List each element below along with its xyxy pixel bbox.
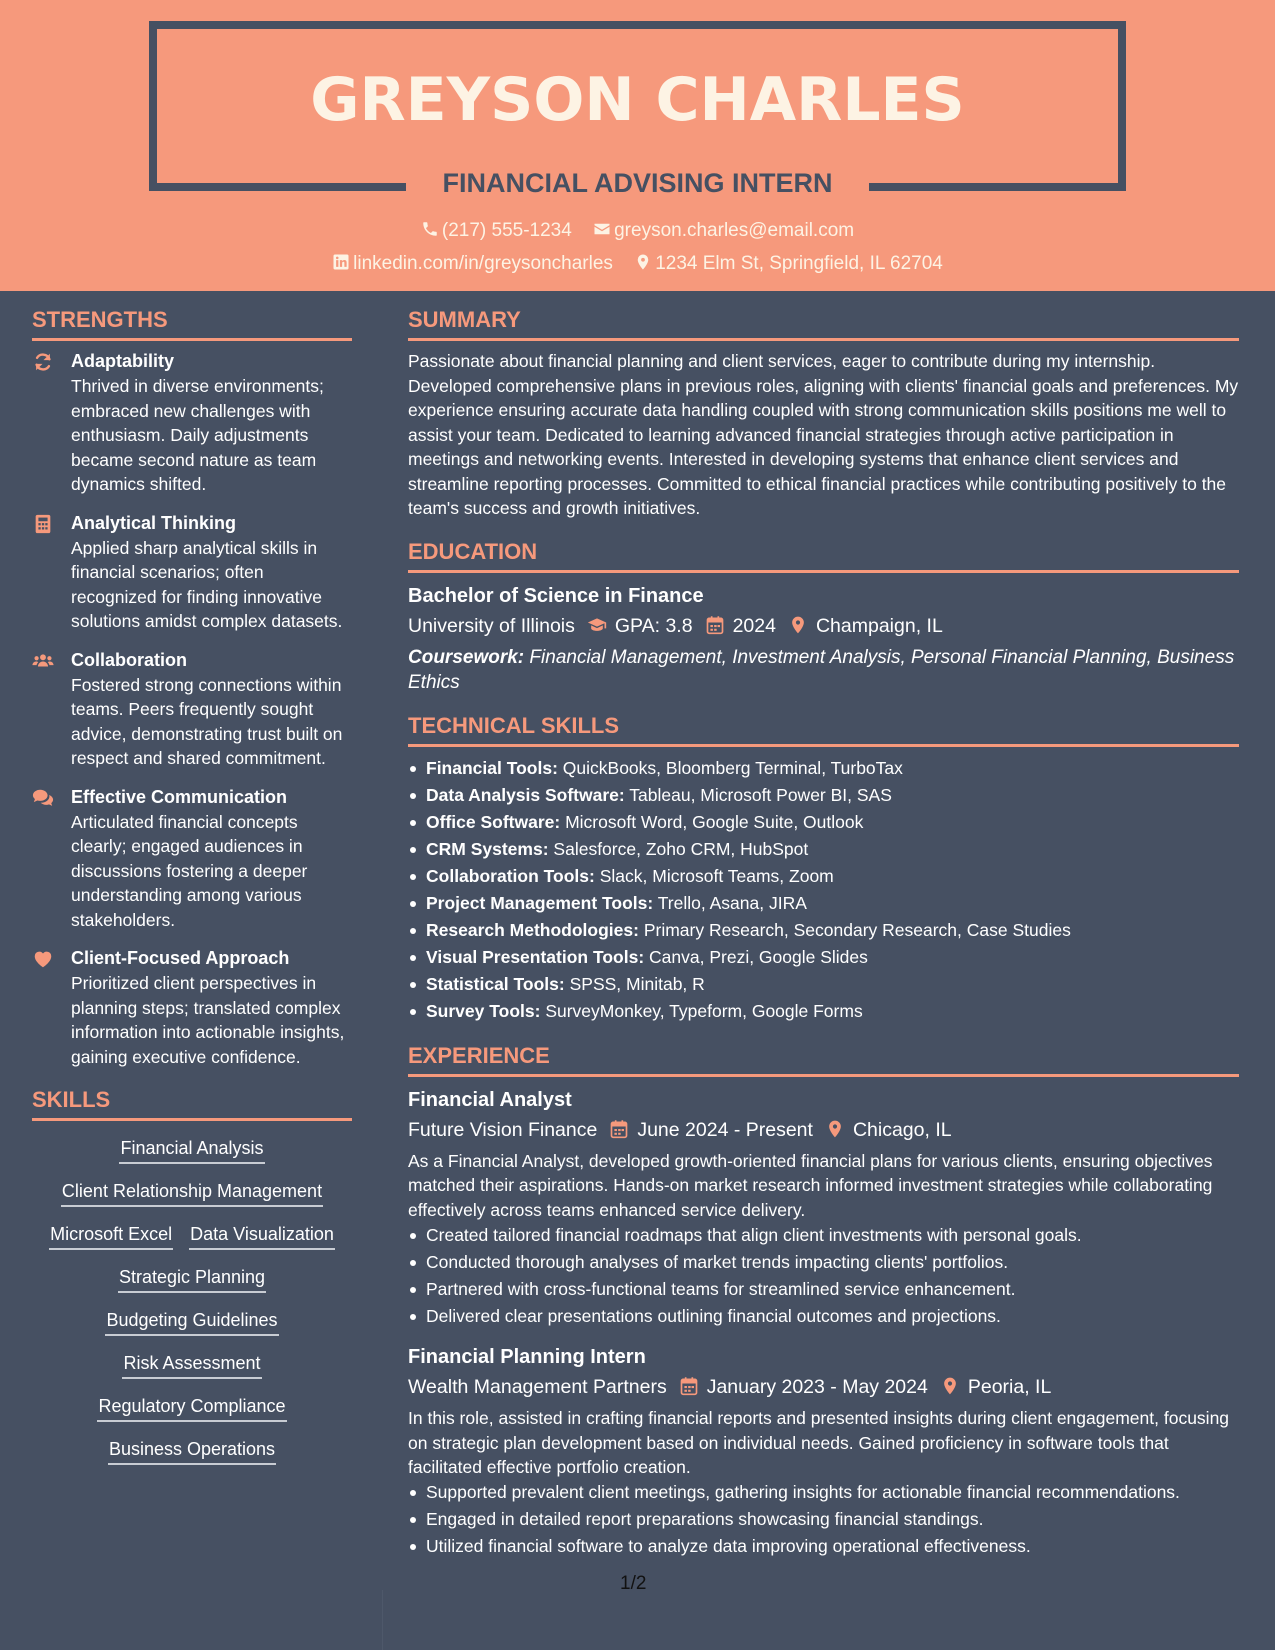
job-title: Financial Analyst xyxy=(408,1088,572,1111)
company-name: Future Vision Finance xyxy=(408,1118,598,1141)
skills-heading: SKILLS xyxy=(32,1083,352,1121)
skill-values: Salesforce, Zoho CRM, HubSpot xyxy=(553,838,809,859)
summary-section xyxy=(408,303,1239,521)
strength-item xyxy=(32,349,352,497)
address-contact xyxy=(634,253,943,275)
skill-values: Trello, Asana, JIRA xyxy=(657,892,807,913)
skill-category: Project Management Tools: xyxy=(426,892,654,913)
skill-category: CRM Systems: xyxy=(426,838,549,859)
gpa-text: GPA: 3.8 xyxy=(614,614,693,637)
skill-values: SPSS, Minitab, R xyxy=(569,973,705,994)
job-dates: January 2023 - May 2024 xyxy=(706,1376,928,1398)
page-number: 1/2 xyxy=(620,1573,647,1594)
skill-category: Survey Tools: xyxy=(426,1000,541,1021)
sync-icon xyxy=(32,351,54,373)
contact-row-2 xyxy=(0,253,1275,275)
list-item xyxy=(408,836,1239,863)
job-entry xyxy=(408,1342,1239,1558)
summary-heading: SUMMARY xyxy=(408,303,1239,341)
strength-title: Collaboration xyxy=(71,649,187,670)
map-pin-icon xyxy=(940,1375,960,1395)
list-item: Delivered clear presentations outlining financial outcomes and projections. xyxy=(408,1303,1239,1330)
calendar-icon xyxy=(705,614,725,634)
phone-text: (217) 555-1234 xyxy=(441,220,572,241)
list-item: Engaged in detailed report preparations showcasing financial standings. xyxy=(408,1507,1239,1532)
skill-tag: Regulatory Compliance xyxy=(97,1393,286,1422)
strength-desc: Articulated financial concepts clearly; engaged audiences in discussions fostering a deeper understanding among various stakeholders. xyxy=(71,811,308,930)
strength-item xyxy=(32,785,352,933)
column-divider xyxy=(382,1590,383,1650)
job-summary: In this role, assisted in crafting financial reports and presented insights during client engagement, focusing on strategic plan development based on individual needs. Gained proficiency in software tools that facilitated effective portfolio creation. xyxy=(408,1408,1230,1477)
technical-skills-heading: TECHNICAL SKILLS xyxy=(408,709,1239,747)
strength-desc: Applied sharp analytical skills in financial scenarios; often recognized for finding innovative solutions amidst complex datasets. xyxy=(71,537,343,631)
education-heading: EDUCATION xyxy=(408,535,1239,573)
skill-tag: Strategic Planning xyxy=(118,1264,266,1293)
job-meta xyxy=(408,1372,1239,1402)
skill-category: Data Analysis Software: xyxy=(426,784,625,805)
email-contact[interactable] xyxy=(593,220,854,242)
skill-values: QuickBooks, Bloomberg Terminal, TurboTax xyxy=(562,757,903,778)
strengths-list xyxy=(32,349,352,1069)
strength-desc: Thrived in diverse environments; embraced new challenges with enthusiasm. Daily adjustments became second nature as team dynamics shifted. xyxy=(71,376,324,494)
calendar-icon xyxy=(679,1375,699,1395)
strength-desc: Prioritized client perspectives in planning steps; translated complex information into actionable insights, gaining executive confidence. xyxy=(71,973,345,1067)
strength-title: Client-Focused Approach xyxy=(71,948,290,968)
skill-category: Statistical Tools: xyxy=(426,973,565,994)
job-bullets xyxy=(408,1222,1239,1330)
coursework xyxy=(408,645,1239,695)
candidate-name: GREYSON CHARLES xyxy=(310,65,965,135)
list-item: Created tailored financial roadmaps that align client investments with personal goals. xyxy=(408,1222,1239,1249)
map-pin-icon xyxy=(788,614,808,634)
strength-title: Analytical Thinking xyxy=(71,512,237,533)
skill-values: SurveyMonkey, Typeform, Google Forms xyxy=(545,1000,863,1021)
skill-category: Visual Presentation Tools: xyxy=(426,946,645,967)
skill-values: Canva, Prezi, Google Slides xyxy=(649,946,868,967)
skill-tag: Budgeting Guidelines xyxy=(105,1307,278,1336)
linkedin-contact[interactable] xyxy=(332,253,613,275)
list-item: Partnered with cross-functional teams for streamlined service enhancement. xyxy=(408,1276,1239,1303)
school-name: University of Illinois xyxy=(408,614,575,637)
phone-icon xyxy=(421,220,442,241)
users-icon xyxy=(32,650,54,672)
job-meta xyxy=(408,1115,1239,1145)
linkedin-icon xyxy=(332,253,353,274)
degree-title: Bachelor of Science in Finance xyxy=(408,584,704,607)
email-text: greyson.charles@email.com xyxy=(614,220,855,241)
list-item xyxy=(408,971,1239,998)
skill-tag: Microsoft Excel xyxy=(49,1221,173,1250)
main-column xyxy=(408,303,1239,1572)
education-location: Champaign, IL xyxy=(815,614,943,637)
map-pin-icon xyxy=(634,253,655,274)
experience-heading: EXPERIENCE xyxy=(408,1039,1239,1077)
calculator-icon xyxy=(32,513,54,535)
strength-item xyxy=(32,648,352,771)
list-item: Utilized financial software to analyze data improving operational effectiveness. xyxy=(408,1534,1239,1559)
skill-category: Financial Tools: xyxy=(426,757,558,778)
education-meta xyxy=(408,611,1239,641)
skill-category: Research Methodologies: xyxy=(426,919,639,940)
graduation-year: 2024 xyxy=(732,614,776,637)
strength-item xyxy=(32,511,352,634)
calendar-icon xyxy=(609,1118,629,1138)
job-location: Peoria, IL xyxy=(967,1376,1052,1398)
skill-tag: Client Relationship Management xyxy=(61,1178,323,1207)
skill-tag: Data Visualization xyxy=(189,1221,335,1250)
list-item xyxy=(408,998,1239,1025)
map-pin-icon xyxy=(825,1118,845,1138)
linkedin-text: linkedin.com/in/greysoncharles xyxy=(353,253,613,274)
skill-tag: Financial Analysis xyxy=(119,1135,264,1164)
list-item: Supported prevalent client meetings, gathering insights for actionable financial recommendations. xyxy=(408,1480,1239,1505)
job-title: Financial Planning Intern xyxy=(408,1346,646,1368)
coursework-list: Financial Management, Investment Analysis, Personal Financial Planning, Business Ethics xyxy=(408,646,1235,693)
strength-item xyxy=(32,946,352,1069)
phone-contact[interactable] xyxy=(421,220,572,242)
resume-header xyxy=(0,0,1275,291)
candidate-title: FINANCIAL ADVISING INTERN xyxy=(442,168,833,198)
strength-title: Effective Communication xyxy=(71,786,288,807)
job-bullets xyxy=(408,1480,1239,1559)
skill-values: Slack, Microsoft Teams, Zoom xyxy=(599,865,834,886)
strength-desc: Fostered strong connections within teams. Peers frequently sought advice, demonstrating trust built on respect and shared commitment. xyxy=(71,674,343,768)
address-text: 1234 Elm St, Springfield, IL 62704 xyxy=(655,253,943,274)
skill-tag: Business Operations xyxy=(108,1436,276,1465)
envelope-icon xyxy=(593,220,614,241)
list-item xyxy=(408,809,1239,836)
strengths-heading: STRENGTHS xyxy=(32,303,352,341)
list-item xyxy=(408,782,1239,809)
list-item xyxy=(408,917,1239,944)
skills-list xyxy=(32,1129,352,1479)
heart-icon xyxy=(32,948,54,970)
coursework-label: Coursework: xyxy=(408,646,525,668)
job-dates: June 2024 - Present xyxy=(637,1118,813,1141)
technical-skills-section xyxy=(408,709,1239,1025)
strength-title: Adaptability xyxy=(71,351,175,371)
technical-skills-list xyxy=(408,755,1239,1025)
list-item xyxy=(408,755,1239,782)
skill-category: Office Software: xyxy=(426,811,561,832)
job-location: Chicago, IL xyxy=(852,1118,952,1141)
education-section xyxy=(408,535,1239,695)
skill-values: Primary Research, Secondary Research, Case Studies xyxy=(643,919,1071,940)
company-name: Wealth Management Partners xyxy=(408,1376,667,1398)
comments-icon xyxy=(32,787,54,809)
skill-category: Collaboration Tools: xyxy=(426,865,595,886)
skill-tag: Risk Assessment xyxy=(122,1350,261,1379)
skill-values: Tableau, Microsoft Power BI, SAS xyxy=(629,784,892,805)
list-item xyxy=(408,863,1239,890)
list-item xyxy=(408,890,1239,917)
summary-text: Passionate about financial planning and client services, eager to contribute during my internship. Developed comprehensive plans in previous roles, aligning with clients' financial goals and preferences. My experience ensuring accurate data handling coupled with strong communication skills positions me well to assist your team. Dedicated to learning advanced financial strategies through active participation in meetings and networking events. Interested in developing systems that enhance client services and streamline reporting processes. Committed to ethical financial practices while contributing positively to the team's success and growth initiatives. xyxy=(408,351,1239,518)
experience-section xyxy=(408,1039,1239,1559)
skill-values: Microsoft Word, Google Suite, Outlook xyxy=(565,811,864,832)
contact-row-1 xyxy=(0,220,1275,242)
sidebar-column xyxy=(32,303,352,1479)
graduation-cap-icon xyxy=(587,614,607,634)
list-item: Conducted thorough analyses of market trends impacting clients' portfolios. xyxy=(408,1249,1239,1276)
job-entry xyxy=(408,1085,1239,1331)
job-summary: As a Financial Analyst, developed growth-oriented financial plans for various clients, ensuring objectives matched their aspirations. Hands-on market research informed investment strategies while collaborating effectively across teams enhanced service delivery. xyxy=(408,1150,1213,1220)
list-item xyxy=(408,944,1239,971)
